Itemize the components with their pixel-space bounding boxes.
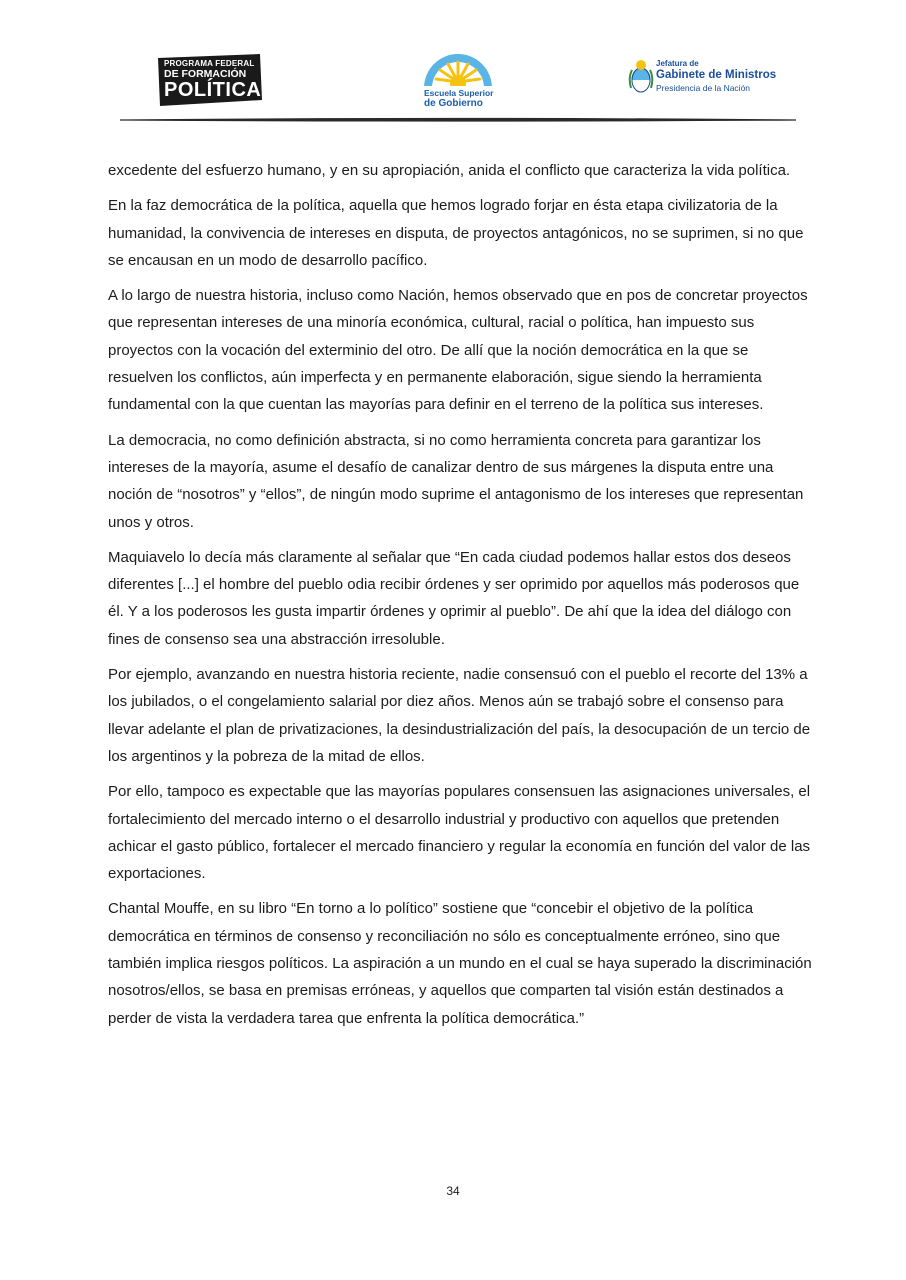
escuela-superior-logo [418,52,498,110]
logo-center-line2: de Gobierno [424,97,483,109]
paragraph: excedente del esfuerzo humano, y en su apropiación, anida el conflicto que caracteriza la vida política. [108,162,791,179]
paragraph: A lo largo de nuestra historia, incluso como Nación, hemos observado que en pos de concretar proyectos que representan intereses de una minoría económica, cultural, racial o política, han impuesto sus proyectos con la vocación del exterminio del otro. De allí que la noción democrática en la que se resuelven los conflictos, aún imperfecta y en permanente elaboración, sigue siendo la herramienta fundamental con la que cuentan las mayorías para definir en el terreno de la política sus intereses. [108,287,808,414]
paragraph: En la faz democrática de la política, aquella que hemos logrado forjar en ésta etapa civilizatoria de la humanidad, la convivencia de intereses en disputa, de proyectos antagónicos, no se suprimen, si no que se encausan en un modo de desarrollo pacífico. [108,197,804,269]
logo-left-line1: PROGRAMA FEDERAL [164,59,255,68]
header-divider [120,116,796,124]
jefatura-gabinete-logo [628,58,778,102]
logo-right-line3: Presidencia de la Nación [656,82,751,93]
page-number: 34 [446,1184,460,1198]
paragraph: Por ejemplo, avanzando en nuestra historia reciente, nadie consensuó con el pueblo el recorte del 13% a los jubilados, o el congelamiento salarial por diez años. Menos aún se trabajó sobre el consenso para llevar adelante el plan de privatizaciones, la desindustrialización del país, la desocupación de un tercio de los argentinos y la pobreza de la mitad de ellos. [108,666,811,765]
logo-left-line2: DE FORMACIÓN [164,68,247,80]
paragraph: Chantal Mouffe, en su libro “En torno a lo político” sostiene que “concebir el objetivo de la política democrática en términos de consenso y reconciliación no sólo es conceptualmente erróneo, sino que también implica riesgos políticos. La aspiración a un mundo en el cual se haya superado la discriminación nosotros/ellos, se basa en premisas erróneas, y aquellos que comparten tal visión están destinados a perder de vista la verdadera tarea que enfrenta la política democrática.” [108,900,812,1027]
programa-federal-logo [156,54,262,106]
page-header [0,0,906,130]
paragraph: Por ello, tampoco es expectable que las mayorías populares consensuen las asignaciones universales, el fortalecimiento del mercado interno o el desarrollo industrial y productivo con aquellos que pretenden achicar el gasto público, fortalecer el mercado financiero y regular la economía en función del valor de las exportaciones. [108,783,811,883]
document-body [108,157,812,1040]
coat-of-arms-icon [628,58,654,100]
paragraph: La democracia, no como definición abstracta, si no como herramienta concreta para garantizar los intereses de la mayoría, asume el desafío de canalizar dentro de sus márgenes la disputa entre una noción de “nosotros” y “ellos”, de ningún modo suprime el antagonismo de los intereses que representan unos y otros. [108,431,804,531]
logo-left-line3: POLÍTICA [164,78,262,101]
logo-center-line1: Escuela Superior [424,88,494,98]
paragraph: Maquiavelo lo decía más claramente al señalar que “En cada ciudad podemos hallar estos dos deseos diferentes [...] el hombre del pueblo odia recibir órdenes y ser oprimido por aquellos más poderosos que él. Y a los poderosos les gusta impartir órdenes y oprimir al pueblo”. De ahí que la idea del diálogo con fines de consenso sea una abstracción irresoluble. [108,548,800,648]
sun-emblem-icon [418,52,498,92]
logo-right-line2: Gabinete de Ministros [656,69,777,81]
logo-right-line1: Jefatura de [656,59,699,68]
